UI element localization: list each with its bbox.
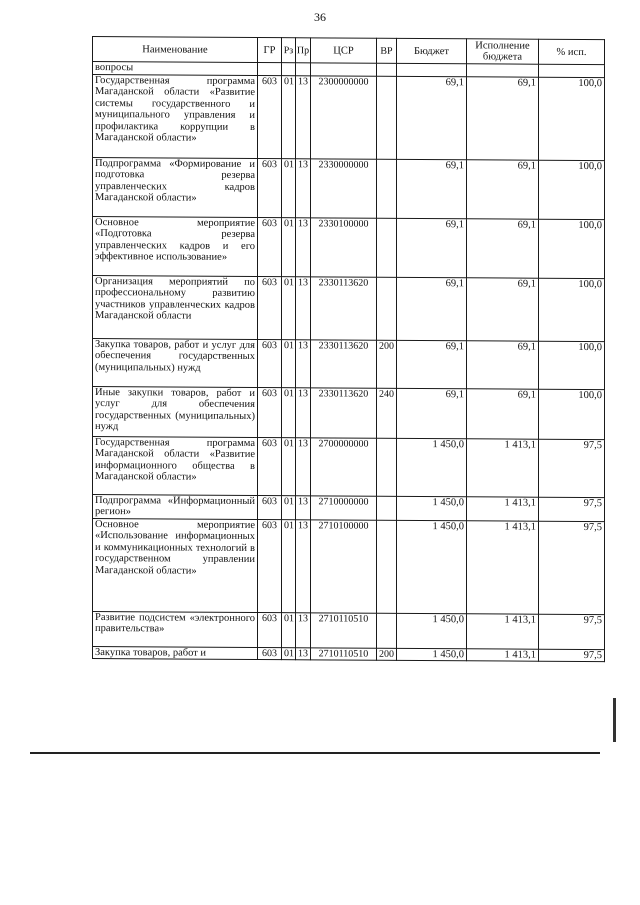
row-rz: 01 bbox=[282, 519, 296, 612]
row-budget: 69,1 bbox=[397, 340, 467, 388]
header-rz: Рз bbox=[282, 38, 296, 63]
row-vr bbox=[377, 277, 397, 340]
header-pr: Пр bbox=[296, 38, 311, 63]
row-gr: 603 bbox=[258, 387, 282, 437]
row-percent: 97,5 bbox=[539, 614, 605, 649]
row-pr: 13 bbox=[296, 387, 311, 437]
row-gr: 603 bbox=[258, 519, 282, 612]
row-pr: 13 bbox=[296, 276, 311, 339]
row-budget: 1 450,0 bbox=[397, 648, 467, 661]
row-budget: 69,1 bbox=[397, 159, 467, 218]
header-name: Наименование bbox=[93, 37, 258, 63]
row-vr bbox=[377, 76, 397, 159]
row-vr: 200 bbox=[377, 648, 397, 661]
table-row bbox=[93, 518, 605, 614]
row-execution: 69,1 bbox=[467, 76, 539, 159]
row-csr: 2700000000 bbox=[311, 437, 377, 495]
row-budget: 1 450,0 bbox=[397, 613, 467, 648]
row-csr: 2330113620 bbox=[311, 339, 377, 387]
row-execution: 69,1 bbox=[467, 218, 539, 277]
row-budget: 69,1 bbox=[397, 76, 467, 159]
row-execution: 69,1 bbox=[467, 277, 539, 340]
page-number: 36 bbox=[314, 10, 326, 24]
table-row bbox=[93, 157, 605, 219]
row-csr: 2710000000 bbox=[311, 495, 377, 519]
row-name: Закупка товаров, работ и bbox=[93, 646, 258, 660]
table-body bbox=[93, 62, 605, 662]
row-percent: 100,0 bbox=[539, 160, 605, 219]
row-execution: 1 413,1 bbox=[467, 438, 539, 496]
page-bottom-rule bbox=[30, 752, 600, 754]
row-rz: 01 bbox=[282, 647, 296, 660]
header-budget: Бюджет bbox=[397, 38, 467, 63]
row-rz: 01 bbox=[282, 158, 296, 217]
table-header-row bbox=[93, 37, 605, 65]
row-csr: 2710110510 bbox=[311, 647, 377, 660]
row-percent: 100,0 bbox=[539, 341, 605, 389]
row-rz: 01 bbox=[282, 339, 296, 387]
row-rz: 01 bbox=[282, 75, 296, 158]
row-budget: 1 450,0 bbox=[397, 520, 467, 613]
row-pr: 13 bbox=[296, 612, 311, 647]
row-csr: 2710110510 bbox=[311, 612, 377, 647]
row-rz: 01 bbox=[282, 276, 296, 339]
row-vr bbox=[377, 520, 397, 613]
row-pr: 13 bbox=[296, 519, 311, 612]
row-name: Основное мероприятие «Использование информационных и коммуникационных технологий в государственном управлении Магаданской области» bbox=[93, 518, 258, 612]
row-name: Развитие подсистем «электронного правительства» bbox=[93, 611, 258, 647]
row-rz: 01 bbox=[282, 437, 296, 495]
row-pr: 13 bbox=[296, 158, 311, 217]
row-vr bbox=[377, 613, 397, 648]
row-name: Подпрограмма «Информационный регион» bbox=[93, 494, 258, 519]
row-csr: 2330113620 bbox=[311, 276, 377, 339]
row-csr: 2330100000 bbox=[311, 217, 377, 276]
table-row bbox=[93, 275, 605, 341]
row-budget: 1 450,0 bbox=[397, 496, 467, 520]
row-pr: 13 bbox=[296, 217, 311, 276]
row-gr: 603 bbox=[258, 75, 282, 158]
scan-edge-mark bbox=[613, 698, 616, 742]
header-percent: % исп. bbox=[539, 39, 605, 64]
row-csr: 2710100000 bbox=[311, 519, 377, 612]
row-rz: 01 bbox=[282, 217, 296, 276]
row-budget: 69,1 bbox=[397, 388, 467, 438]
row-pr: 13 bbox=[296, 437, 311, 495]
row-percent: 100,0 bbox=[539, 77, 605, 160]
row-pr: 13 bbox=[296, 75, 311, 158]
row-name: Закупка товаров, работ и услуг для обеспечения государственных (муниципальных) нужд bbox=[93, 338, 258, 387]
row-percent: 97,5 bbox=[539, 521, 605, 614]
row-vr bbox=[377, 218, 397, 277]
row-gr: 603 bbox=[258, 158, 282, 217]
row-rz: 01 bbox=[282, 387, 296, 437]
row-execution: 1 413,1 bbox=[467, 520, 539, 613]
table-row bbox=[93, 338, 605, 389]
row-percent: 97,5 bbox=[539, 649, 605, 662]
row-gr: 603 bbox=[258, 495, 282, 519]
row-execution: 1 413,1 bbox=[467, 648, 539, 661]
row-percent: 100,0 bbox=[539, 278, 605, 341]
table-row bbox=[93, 74, 605, 160]
row-name: Государственная программа Магаданской области «Развитие информационного общества в Магаданской области» bbox=[93, 436, 258, 495]
continuation-text: вопросы bbox=[93, 62, 258, 76]
row-percent: 97,5 bbox=[539, 497, 605, 521]
row-budget: 1 450,0 bbox=[397, 438, 467, 496]
table-row bbox=[93, 646, 605, 662]
table-row bbox=[93, 386, 605, 439]
row-budget: 69,1 bbox=[397, 218, 467, 277]
row-vr bbox=[377, 496, 397, 520]
row-budget: 69,1 bbox=[397, 277, 467, 340]
header-csr: ЦСР bbox=[311, 38, 377, 63]
row-name: Иные закупки товаров, работ и услуг для обеспечения государственных (муниципальных) нужд bbox=[93, 386, 258, 437]
row-execution: 1 413,1 bbox=[467, 613, 539, 648]
row-execution: 69,1 bbox=[467, 388, 539, 438]
row-execution: 1 413,1 bbox=[467, 496, 539, 520]
budget-table-container bbox=[92, 36, 604, 662]
table-row bbox=[93, 611, 605, 649]
row-percent: 100,0 bbox=[539, 219, 605, 278]
table-row bbox=[93, 436, 605, 497]
row-pr: 13 bbox=[296, 495, 311, 519]
row-rz: 01 bbox=[282, 612, 296, 647]
row-vr: 240 bbox=[377, 388, 397, 438]
row-gr: 603 bbox=[258, 612, 282, 647]
row-gr: 603 bbox=[258, 647, 282, 660]
row-gr: 603 bbox=[258, 276, 282, 339]
row-name: Основное мероприятие «Подготовка резерва управленческих кадров и его эффективное использование» bbox=[93, 216, 258, 276]
row-vr bbox=[377, 438, 397, 496]
row-rz: 01 bbox=[282, 495, 296, 519]
header-execution: Исполнение бюджета bbox=[467, 39, 539, 64]
row-vr bbox=[377, 159, 397, 218]
row-gr: 603 bbox=[258, 217, 282, 276]
row-vr: 200 bbox=[377, 340, 397, 388]
row-execution: 69,1 bbox=[467, 159, 539, 218]
row-gr: 603 bbox=[258, 437, 282, 495]
row-percent: 100,0 bbox=[539, 389, 605, 439]
row-csr: 2330000000 bbox=[311, 158, 377, 217]
header-gr: ГР bbox=[258, 38, 282, 63]
row-csr: 2300000000 bbox=[311, 75, 377, 158]
row-execution: 69,1 bbox=[467, 340, 539, 388]
budget-execution-table bbox=[92, 36, 605, 662]
row-csr: 2330113620 bbox=[311, 387, 377, 437]
row-name: Государственная программа Магаданской области «Развитие системы государственного и муниципального управления и профилактика коррупции в Магаданской области» bbox=[93, 74, 258, 158]
row-pr: 13 bbox=[296, 339, 311, 387]
row-percent: 97,5 bbox=[539, 439, 605, 497]
table-row bbox=[93, 494, 605, 521]
table-row bbox=[93, 216, 605, 278]
row-gr: 603 bbox=[258, 339, 282, 387]
row-name: Подпрограмма «Формирование и подготовка резерва управленческих кадров Магаданской области» bbox=[93, 157, 258, 217]
row-name: Организация мероприятий по профессиональному развитию участников управленческих кадров Магаданской области bbox=[93, 275, 258, 339]
header-vr: ВР bbox=[377, 38, 397, 63]
row-pr: 13 bbox=[296, 647, 311, 660]
